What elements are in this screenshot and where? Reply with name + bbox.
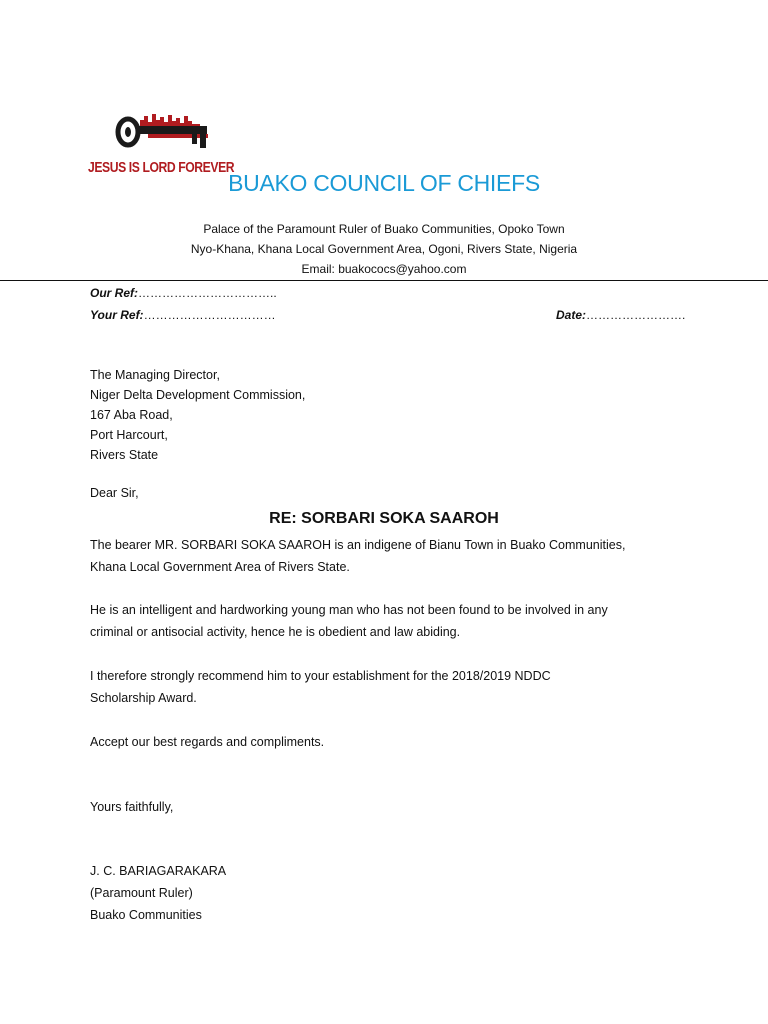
paragraph-3-line-2: Scholarship Award.	[90, 691, 197, 705]
paragraph-2-line-1: He is an intelligent and hardworking young man who has not been found to be involved in any	[90, 603, 608, 617]
recipient-line: Port Harcourt,	[90, 428, 168, 442]
paragraph-3-line-1: I therefore strongly recommend him to your establishment for the 2018/2019 NDDC	[90, 669, 551, 683]
date-label: Date:	[556, 308, 587, 322]
subject-heading: RE: SORBARI SOKA SAAROH	[269, 510, 499, 527]
recipient-line: The Managing Director,	[90, 368, 220, 382]
organization-name: BUAKO COUNCIL OF CHIEFS	[228, 170, 540, 196]
paragraph-1-line-2: Khana Local Government Area of Rivers State.	[90, 560, 350, 574]
email-line: Email: buakococs@yahoo.com	[301, 262, 467, 276]
our-ref-value: ……………………………..	[138, 286, 277, 300]
our-ref-label: Our Ref:	[90, 286, 138, 300]
our-ref	[90, 286, 277, 300]
paragraph-1-line-1: The bearer MR. SORBARI SOKA SAAROH is an indigene of Bianu Town in Buako Communities,	[90, 538, 626, 552]
address-line-2: Nyo-Khana, Khana Local Government Area, Ogoni, Rivers State, Nigeria	[190, 242, 578, 256]
date-value: …………………….	[586, 308, 686, 322]
valediction: Yours faithfully,	[90, 800, 174, 814]
paragraph-4: Accept our best regards and compliments.	[90, 735, 325, 749]
recipient-line: Rivers State	[90, 448, 159, 462]
signatory-title: (Paramount Ruler)	[90, 886, 193, 900]
recipient-line: 167 Aba Road,	[90, 408, 173, 422]
logo-text: JESUS IS LORD FOREVER	[88, 160, 235, 176]
paragraph-2-line-2: criminal or antisocial activity, hence he is obedient and law abiding.	[90, 625, 461, 639]
your-ref-label: Your Ref:	[90, 308, 144, 322]
your-ref-value: ……………………………	[143, 308, 276, 322]
your-ref	[90, 308, 276, 322]
salutation: Dear Sir,	[90, 486, 139, 500]
recipient-line: Niger Delta Development Commission,	[90, 388, 306, 402]
address-line-1: Palace of the Paramount Ruler of Buako Communities, Opoko Town	[203, 222, 565, 236]
signatory-name: J. C. BARIAGARAKARA	[90, 864, 227, 878]
date	[556, 308, 685, 322]
signatory-organization: Buako Communities	[90, 908, 202, 922]
header-divider	[0, 280, 768, 281]
